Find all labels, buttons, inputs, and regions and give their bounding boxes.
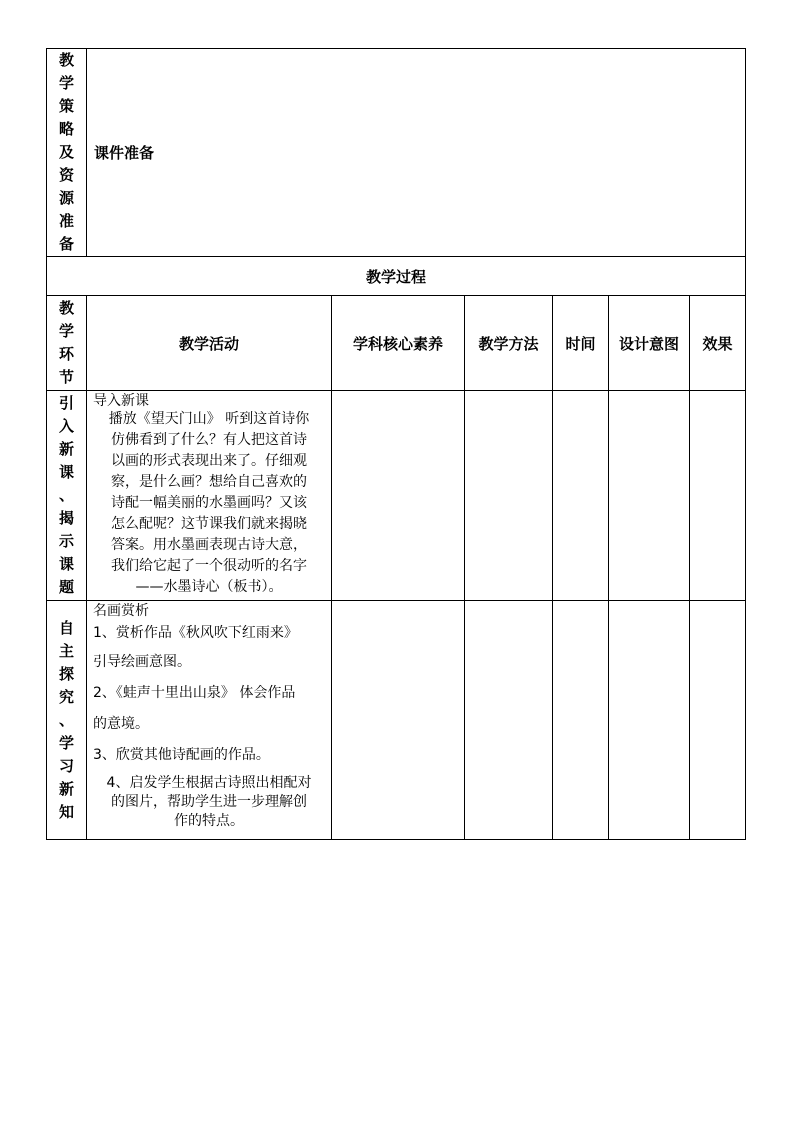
strategy-label-char: 资 xyxy=(58,166,74,184)
core-literacy-cell xyxy=(332,601,465,840)
header-stage-char: 教 xyxy=(58,299,74,317)
core-literacy-cell xyxy=(332,391,465,601)
stage-intro-char: 揭 xyxy=(58,509,74,527)
stage-explore-char: 究 xyxy=(58,687,74,706)
effect-cell xyxy=(690,391,746,601)
activity-line: 我们给它起了一个很动听的名字 xyxy=(111,558,307,574)
lesson-plan-table xyxy=(46,48,746,840)
activity-line: 仿佛看到了什么？有人把这首诗 xyxy=(111,432,307,448)
stage-explore-char: 学 xyxy=(58,733,74,752)
strategy-label-char: 备 xyxy=(58,235,74,253)
stage-explore-char: 探 xyxy=(58,664,74,683)
stage-explore xyxy=(47,601,87,840)
header-design-intent: 设计意图 xyxy=(609,296,690,391)
activity-line: 怎么配呢？这节课我们就来揭晓 xyxy=(111,516,307,532)
strategy-label-char: 准 xyxy=(58,212,74,230)
header-activity: 教学活动 xyxy=(87,296,332,391)
activity-item: 1、赏析作品《秋风吹下红雨来》 xyxy=(93,625,298,641)
strategy-content: 课件准备 xyxy=(87,49,746,257)
strategy-label-char: 策 xyxy=(58,97,74,115)
activity-line: 播放《望天门山》 听到这首诗你 xyxy=(108,411,310,427)
design-intent-cell xyxy=(609,601,690,840)
header-stage-char: 节 xyxy=(58,368,74,386)
activity-heading: 导入新课 xyxy=(93,393,149,409)
activity-line: 以画的形式表现出来了。仔细观 xyxy=(111,453,307,469)
activity-line: 察，是什么画？想给自己喜欢的 xyxy=(111,474,307,490)
activity-line: ——水墨诗心（板书）。 xyxy=(135,579,283,595)
activity-items xyxy=(93,619,325,771)
activity-text xyxy=(93,774,325,831)
header-stage-char: 学 xyxy=(58,322,74,340)
header-time: 时间 xyxy=(553,296,609,391)
header-effect: 效果 xyxy=(690,296,746,391)
strategy-label-char: 源 xyxy=(58,189,74,207)
stage-intro xyxy=(47,391,87,601)
stage-explore-char: 习 xyxy=(58,756,74,775)
activity-line: 作的特点。 xyxy=(174,813,244,829)
process-title: 教学过程 xyxy=(47,257,746,296)
stage-intro-char: 题 xyxy=(58,578,74,596)
activity-line: 4、启发学生根据古诗照出相配对 xyxy=(106,775,312,791)
strategy-label xyxy=(47,49,87,257)
activity-text xyxy=(93,409,325,598)
header-method: 教学方法 xyxy=(465,296,553,391)
stage-intro-char: 示 xyxy=(58,532,74,550)
stage-intro-char: 、 xyxy=(58,486,74,504)
process-title-row xyxy=(47,257,746,296)
effect-cell xyxy=(690,601,746,840)
time-cell xyxy=(553,601,609,840)
time-cell xyxy=(553,391,609,601)
stage-explore-char: 、 xyxy=(58,710,74,729)
header-stage-char: 环 xyxy=(58,345,74,363)
strategy-label-char: 及 xyxy=(58,143,74,161)
lesson-plan-sheet xyxy=(46,48,745,840)
stage-intro-char: 新 xyxy=(58,440,74,458)
table-header-row xyxy=(47,296,746,391)
stage-explore-char: 主 xyxy=(58,641,74,660)
activity-intro xyxy=(87,391,332,601)
activity-item: 的意境。 xyxy=(93,716,149,732)
stage-intro-char: 课 xyxy=(58,555,74,573)
stage-explore-char: 自 xyxy=(58,618,74,637)
strategy-label-char: 学 xyxy=(58,74,74,92)
activity-item: 3、欣赏其他诗配画的作品。 xyxy=(93,747,270,763)
table-row xyxy=(47,391,746,601)
activity-line: 诗配一幅美丽的水墨画吗？又该 xyxy=(111,495,307,511)
strategy-label-char: 略 xyxy=(58,120,74,138)
method-cell xyxy=(465,601,553,840)
stage-intro-char: 引 xyxy=(58,394,74,412)
activity-explore xyxy=(87,601,332,840)
table-row xyxy=(47,601,746,840)
activity-line: 答案。用水墨画表现古诗大意， xyxy=(111,537,307,553)
stage-explore-char: 知 xyxy=(58,802,74,821)
method-cell xyxy=(465,391,553,601)
strategy-label-char: 教 xyxy=(58,51,74,69)
activity-item: 2、《蛙声十里出山泉》 体会作品 xyxy=(93,685,296,701)
stage-intro-char: 课 xyxy=(58,463,74,481)
stage-explore-char: 新 xyxy=(58,779,74,798)
activity-item: 引导绘画意图。 xyxy=(93,654,191,670)
header-stage xyxy=(47,296,87,391)
stage-intro-char: 入 xyxy=(58,417,74,435)
strategy-row xyxy=(47,49,746,257)
activity-line: 的图片，帮助学生进一步理解创 xyxy=(111,794,307,810)
header-core-literacy: 学科核心素养 xyxy=(332,296,465,391)
activity-heading: 名画赏析 xyxy=(93,603,149,619)
design-intent-cell xyxy=(609,391,690,601)
